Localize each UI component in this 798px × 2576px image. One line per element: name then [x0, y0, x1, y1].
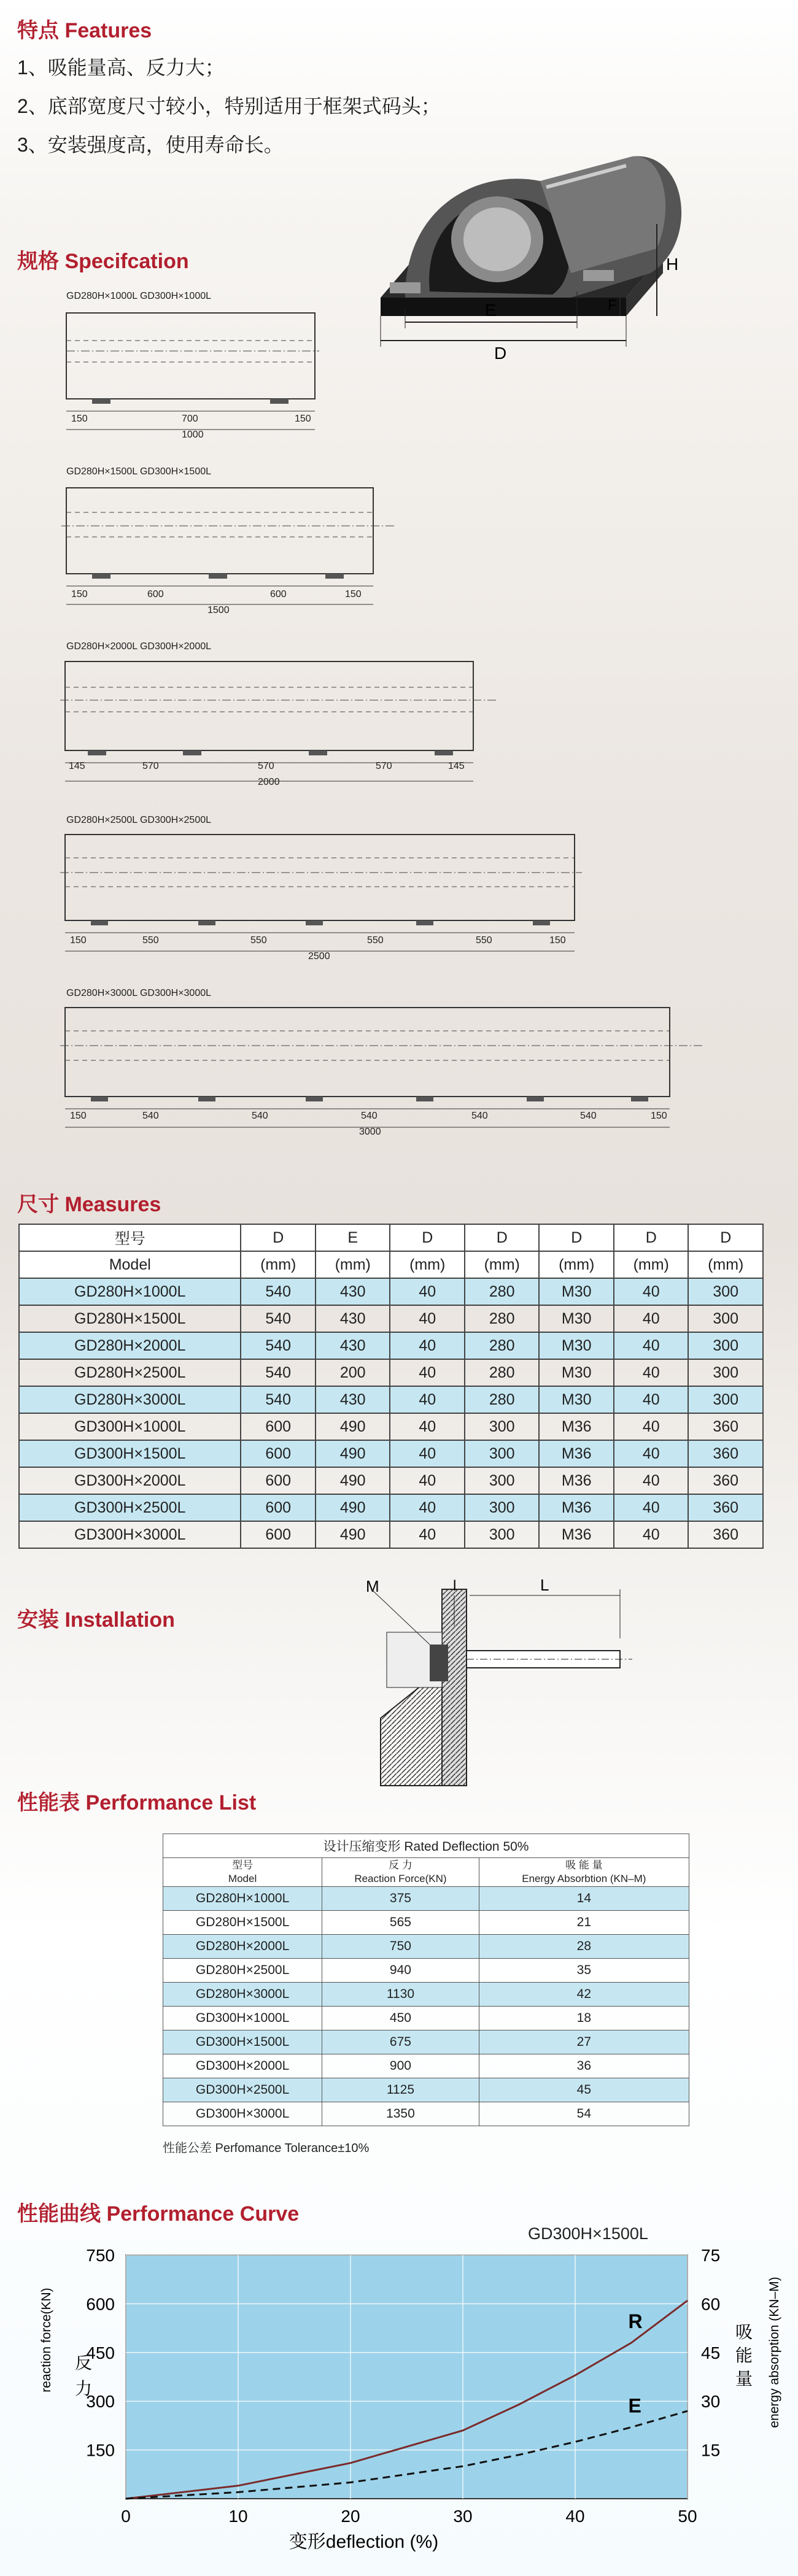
table-cell: M36: [539, 1521, 614, 1548]
table-row: [19, 1494, 763, 1521]
table-cell: 540: [241, 1359, 316, 1386]
dim-label: 150: [70, 1111, 87, 1121]
table-cell: 565: [322, 1911, 479, 1935]
table-header: (mm): [614, 1251, 689, 1278]
dim-label: 550: [250, 935, 267, 946]
y-right-tick-label: 30: [701, 2392, 721, 2412]
performance-curve-chart: [0, 2246, 798, 2576]
table-cell: 54: [479, 2102, 689, 2126]
table-cell: M30: [539, 1359, 614, 1386]
dim-label: 570: [376, 761, 392, 771]
table-cell: 300: [465, 1467, 540, 1494]
table-cell: 360: [688, 1467, 763, 1494]
y-right-tick-label: 45: [701, 2343, 721, 2362]
dim-label: 600: [147, 589, 164, 600]
dim-label: 540: [580, 1111, 597, 1121]
table-cell: 300: [688, 1305, 763, 1332]
dim-label: 600: [270, 589, 287, 600]
table-cell: 300: [465, 1413, 540, 1440]
table-row: [163, 2054, 689, 2078]
x-tick-label: 40: [565, 2507, 585, 2526]
table-row: [19, 1467, 763, 1494]
table-cell: 42: [479, 1983, 689, 2007]
table-cell: 40: [390, 1386, 465, 1413]
y-right-tick-label: 15: [701, 2440, 721, 2460]
table-header: (mm): [539, 1251, 614, 1278]
dim-label: 540: [361, 1111, 378, 1121]
y-right-axis-label: energy absorption (KN–M): [767, 2277, 781, 2428]
table-cell: M30: [539, 1332, 614, 1359]
table-cell: 40: [390, 1278, 465, 1305]
table-cell: 300: [688, 1386, 763, 1413]
table-cell: 280: [465, 1332, 540, 1359]
dim-label: 145: [69, 761, 85, 771]
table-cell: 360: [688, 1413, 763, 1440]
table-cell: 540: [241, 1305, 316, 1332]
table-cell: 540: [241, 1386, 316, 1413]
table-cell: 40: [614, 1305, 689, 1332]
table-header: D: [614, 1224, 689, 1251]
table-cell: M36: [539, 1494, 614, 1521]
table-row: [19, 1359, 763, 1386]
table-row: [19, 1440, 763, 1467]
header-force-cn: 反 力: [389, 1859, 413, 1871]
table-row: [163, 1911, 689, 1935]
table-cell: GD300H×1500L: [19, 1440, 241, 1467]
table-header: (mm): [688, 1251, 763, 1278]
table-cell: 750: [322, 1935, 479, 1959]
series-label-r: R: [628, 2310, 643, 2332]
dim-total: 2500: [308, 951, 330, 962]
series-label-e: E: [628, 2394, 641, 2417]
table-cell: M30: [539, 1386, 614, 1413]
y-left-tick-label: 150: [86, 2440, 115, 2460]
x-tick-label: 0: [121, 2507, 131, 2526]
dim-label: 150: [345, 589, 362, 600]
table-cell: GD280H×1000L: [19, 1278, 241, 1305]
dim-label: 550: [142, 935, 159, 946]
table-cell: GD300H×2000L: [19, 1467, 241, 1494]
table-cell: 27: [479, 2030, 689, 2054]
dim-label: 150: [71, 589, 88, 600]
install-label-l: L: [540, 1577, 549, 1594]
table-row: [19, 1278, 763, 1305]
diagram-label: GD280H×1500L GD300H×1500L: [66, 466, 212, 477]
feature-item: 3、安装强度高，使用寿命长。: [17, 134, 284, 156]
table-row: [19, 1332, 763, 1359]
installation-title: 安装 Installation: [17, 1608, 175, 1632]
y-right-axis-label-cn: 能: [735, 2346, 753, 2365]
dim-label: 540: [471, 1111, 488, 1121]
table-cell: 600: [241, 1413, 316, 1440]
table-cell: 940: [322, 1959, 479, 1983]
y-right-tick-label: 75: [701, 2246, 721, 2265]
y-left-axis-label-cn: 反: [75, 2353, 93, 2372]
spec-title: 规格 Specifcation: [17, 250, 189, 273]
table-cell: 21: [479, 1911, 689, 1935]
table-header: Model: [19, 1251, 241, 1278]
install-label-m: M: [366, 1577, 379, 1595]
table-cell: GD300H×1000L: [19, 1413, 241, 1440]
dim-label: 540: [252, 1111, 268, 1121]
table-cell: 40: [614, 1521, 689, 1548]
performance-title: 性能表 Performance List: [17, 1791, 257, 1814]
table-header: (mm): [465, 1251, 540, 1278]
table-cell: 14: [479, 1887, 689, 1911]
table-cell: GD280H×1000L: [163, 1887, 322, 1911]
x-tick-label: 50: [678, 2507, 697, 2526]
table-cell: 280: [465, 1278, 540, 1305]
dim-label: 570: [258, 761, 274, 771]
measures-table: [18, 1224, 764, 1549]
table-cell: 900: [322, 2054, 479, 2078]
table-cell: 300: [465, 1440, 540, 1467]
table-cell: 1350: [322, 2102, 479, 2126]
dim-label: 550: [367, 935, 384, 946]
table-cell: 300: [465, 1521, 540, 1548]
y-right-tick-label: 60: [701, 2294, 721, 2314]
table-cell: 375: [322, 1887, 479, 1911]
y-left-tick-label: 300: [86, 2392, 115, 2412]
table-cell: 600: [241, 1440, 316, 1467]
table-cell: 36: [479, 2054, 689, 2078]
table-cell: 490: [316, 1467, 390, 1494]
table-cell: 40: [614, 1386, 689, 1413]
diagram-label: GD280H×3000L GD300H×3000L: [66, 988, 212, 998]
performance-table: [163, 1834, 689, 2126]
header-model-en: Model: [228, 1873, 257, 1884]
table-cell: 40: [614, 1332, 689, 1359]
table-row: [163, 1959, 689, 1983]
install-label-l-small: l: [453, 1578, 457, 1594]
y-right-axis-label-cn: 量: [735, 2369, 753, 2388]
table-header: (mm): [241, 1251, 316, 1278]
diagram-label: GD280H×2000L GD300H×2000L: [66, 641, 212, 652]
table-cell: 40: [390, 1521, 465, 1548]
diagram-label: GD280H×1000L GD300H×1000L: [66, 291, 212, 301]
table-cell: 40: [390, 1359, 465, 1386]
table-cell: M30: [539, 1278, 614, 1305]
table-cell: M36: [539, 1440, 614, 1467]
table-cell: 540: [241, 1332, 316, 1359]
y-left-tick-label: 450: [86, 2343, 115, 2362]
y-left-tick-label: 600: [86, 2294, 115, 2314]
table-cell: 675: [322, 2030, 479, 2054]
tolerance-note: 性能公差 Perfomance Tolerance±10%: [163, 2142, 370, 2155]
installation-drawing: [362, 1577, 645, 1798]
table-cell: 40: [390, 1440, 465, 1467]
table-cell: 40: [390, 1413, 465, 1440]
table-cell: 430: [316, 1278, 390, 1305]
dim-label: 150: [651, 1111, 667, 1121]
table-cell: 35: [479, 1959, 689, 1983]
table-cell: M36: [539, 1467, 614, 1494]
table-cell: GD280H×3000L: [163, 1983, 322, 2007]
table-row: [19, 1305, 763, 1332]
table-row: [163, 2078, 689, 2102]
iso-label-h: H: [666, 255, 679, 274]
table-cell: 1125: [322, 2078, 479, 2102]
table-header: E: [316, 1224, 390, 1251]
plot-area: [126, 2255, 688, 2499]
y-right-axis-label-cn: 吸: [735, 2323, 753, 2342]
table-row: [163, 1935, 689, 1959]
table-row: [19, 1386, 763, 1413]
deflection-header: 设计压缩变形 Rated Deflection 50%: [163, 1834, 689, 1858]
table-row: [163, 2102, 689, 2126]
table-header: (mm): [390, 1251, 465, 1278]
table-cell: 430: [316, 1332, 390, 1359]
header-energy-cn: 吸 能 量: [565, 1859, 603, 1871]
table-cell: GD280H×2000L: [163, 1935, 322, 1959]
table-cell: 600: [241, 1467, 316, 1494]
dim-label: 570: [142, 761, 159, 771]
table-cell: 40: [614, 1359, 689, 1386]
table-row: [163, 2030, 689, 2054]
table-cell: 600: [241, 1521, 316, 1548]
table-cell: GD300H×3000L: [163, 2102, 322, 2126]
x-axis-label: 变形deflection (%): [289, 2532, 439, 2552]
table-header: D: [390, 1224, 465, 1251]
table-cell: 18: [479, 2007, 689, 2030]
table-cell: 40: [614, 1467, 689, 1494]
table-row: [19, 1413, 763, 1440]
table-cell: 300: [688, 1332, 763, 1359]
table-cell: 490: [316, 1521, 390, 1548]
table-cell: 280: [465, 1386, 540, 1413]
chart-title: GD300H×1500L: [528, 2224, 648, 2243]
x-tick-label: 10: [228, 2507, 248, 2526]
dim-label: 150: [295, 414, 311, 424]
dim-label: 150: [549, 935, 566, 946]
table-cell: 40: [614, 1278, 689, 1305]
table-header: D: [241, 1224, 316, 1251]
dim-total: 3000: [359, 1127, 381, 1137]
dim-total: 2000: [258, 777, 280, 787]
table-cell: 360: [688, 1440, 763, 1467]
table-cell: GD280H×2500L: [163, 1959, 322, 1983]
dim-label: 145: [448, 761, 465, 771]
table-cell: 430: [316, 1386, 390, 1413]
table-cell: M30: [539, 1305, 614, 1332]
curve-title: 性能曲线 Performance Curve: [17, 2202, 300, 2226]
dim-label: 700: [182, 414, 198, 424]
dim-label: 540: [142, 1111, 159, 1121]
table-cell: GD300H×3000L: [19, 1521, 241, 1548]
table-cell: 280: [465, 1359, 540, 1386]
table-cell: GD280H×3000L: [19, 1386, 241, 1413]
table-cell: 45: [479, 2078, 689, 2102]
table-cell: 600: [241, 1494, 316, 1521]
table-cell: 490: [316, 1413, 390, 1440]
diagram-label: GD280H×2500L GD300H×2500L: [66, 815, 212, 825]
dim-label: 550: [476, 935, 492, 946]
table-cell: 40: [390, 1332, 465, 1359]
feature-item: 2、底部宽度尺寸较小，特别适用于框架式码头；: [17, 95, 441, 117]
y-left-tick-label: 750: [86, 2246, 115, 2265]
header-force-en: Reaction Force(KN): [354, 1873, 447, 1884]
table-cell: GD300H×2500L: [19, 1494, 241, 1521]
iso-label-e: E: [485, 301, 497, 320]
header-energy-en: Energy Absorbtion (KN–M): [522, 1873, 646, 1884]
header-model-cn: 型号: [232, 1859, 254, 1871]
table-cell: GD280H×2000L: [19, 1332, 241, 1359]
x-tick-label: 30: [453, 2507, 473, 2526]
table-row: [163, 1887, 689, 1911]
table-cell: 300: [688, 1278, 763, 1305]
table-header: D: [688, 1224, 763, 1251]
table-cell: 300: [465, 1494, 540, 1521]
table-row: [163, 1983, 689, 2007]
table-cell: 28: [479, 1935, 689, 1959]
features-title: 特点 Features: [17, 19, 152, 42]
fender-isometric-drawing: [368, 132, 700, 390]
table-cell: 430: [316, 1305, 390, 1332]
y-left-axis-label-cn: 力: [75, 2379, 93, 2398]
table-header: D: [465, 1224, 540, 1251]
table-cell: GD280H×1500L: [163, 1911, 322, 1935]
table-cell: 200: [316, 1359, 390, 1386]
dim-label: 150: [71, 414, 88, 424]
table-header: (mm): [316, 1251, 390, 1278]
table-cell: 280: [465, 1305, 540, 1332]
iso-label-d: D: [494, 344, 507, 363]
iso-label-f: F: [608, 297, 617, 314]
table-cell: GD300H×2000L: [163, 2054, 322, 2078]
table-cell: 300: [688, 1359, 763, 1386]
table-cell: M36: [539, 1413, 614, 1440]
table-cell: GD300H×1000L: [163, 2007, 322, 2030]
table-cell: 360: [688, 1521, 763, 1548]
table-header: 型号: [19, 1224, 241, 1251]
table-header: D: [539, 1224, 614, 1251]
table-cell: 40: [614, 1440, 689, 1467]
table-cell: GD280H×1500L: [19, 1305, 241, 1332]
dim-total: 1000: [182, 430, 204, 440]
x-tick-label: 20: [341, 2507, 360, 2526]
table-cell: GD300H×1500L: [163, 2030, 322, 2054]
table-cell: 540: [241, 1278, 316, 1305]
table-row: [163, 2007, 689, 2030]
table-cell: 40: [390, 1494, 465, 1521]
table-cell: 360: [688, 1494, 763, 1521]
feature-item: 1、吸能量高、反力大；: [17, 56, 225, 79]
table-cell: 40: [614, 1494, 689, 1521]
table-cell: GD300H×2500L: [163, 2078, 322, 2102]
table-cell: 490: [316, 1440, 390, 1467]
y-left-axis-label: reaction force(KN): [39, 2288, 53, 2393]
table-cell: 40: [390, 1305, 465, 1332]
table-cell: 40: [390, 1467, 465, 1494]
table-cell: 40: [614, 1413, 689, 1440]
table-cell: 490: [316, 1494, 390, 1521]
measures-title: 尺寸 Measures: [17, 1193, 161, 1216]
table-row: [19, 1521, 763, 1548]
dim-total: 1500: [207, 605, 230, 615]
table-cell: GD280H×2500L: [19, 1359, 241, 1386]
table-cell: 450: [322, 2007, 479, 2030]
table-cell: 1130: [322, 1983, 479, 2007]
dim-label: 150: [70, 935, 87, 946]
